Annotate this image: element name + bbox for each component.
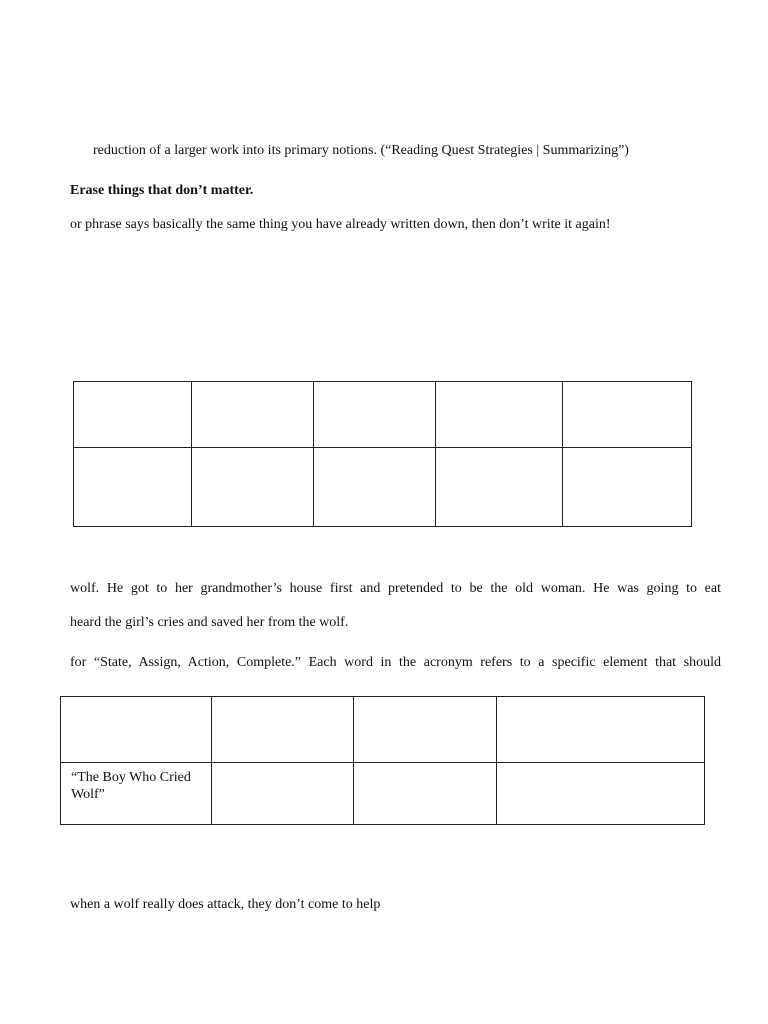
table-cell xyxy=(61,697,212,763)
table-cell xyxy=(436,382,563,448)
table-row xyxy=(74,448,692,527)
paragraph-saac-acronym: for “State, Assign, Action, Complete.” Each word in the acronym refers to a specific element that should xyxy=(70,655,721,670)
table-cell xyxy=(192,448,314,527)
table-cell-story-title xyxy=(61,763,212,825)
paragraph-moral: when a wolf really does attack, they don’t come to help xyxy=(70,897,381,912)
table-cell xyxy=(74,448,192,527)
table-cell xyxy=(497,763,705,825)
table-row xyxy=(61,763,705,825)
table-cell xyxy=(563,448,692,527)
table-cell xyxy=(436,448,563,527)
table-cell xyxy=(563,382,692,448)
paragraph-summarizing-definition: reduction of a larger work into its primary notions. (“Reading Quest Strategies | Summarizing”) xyxy=(93,143,629,158)
table-cell xyxy=(192,382,314,448)
paragraph-story-wolf: wolf. He got to her grandmother’s house first and pretended to be the old woman. He was going to eat xyxy=(70,581,721,596)
paragraph-phrase-rule: or phrase says basically the same thing you have already written down, then don’t write it again! xyxy=(70,217,611,232)
table-cell xyxy=(74,382,192,448)
table-cell xyxy=(354,763,497,825)
table-cell xyxy=(212,697,354,763)
saac-table xyxy=(60,696,705,825)
table-row xyxy=(61,697,705,763)
summary-table-empty xyxy=(73,381,692,527)
table-cell xyxy=(497,697,705,763)
heading-erase-things: Erase things that don’t matter. xyxy=(70,183,254,198)
paragraph-story-rescue: heard the girl’s cries and saved her from the wolf. xyxy=(70,615,349,630)
table-cell xyxy=(212,763,354,825)
table-row xyxy=(74,382,692,448)
table-cell xyxy=(354,697,497,763)
story-title-text: “The Boy Who Cried Wolf” xyxy=(71,770,191,802)
table-cell xyxy=(314,382,436,448)
table-cell xyxy=(314,448,436,527)
